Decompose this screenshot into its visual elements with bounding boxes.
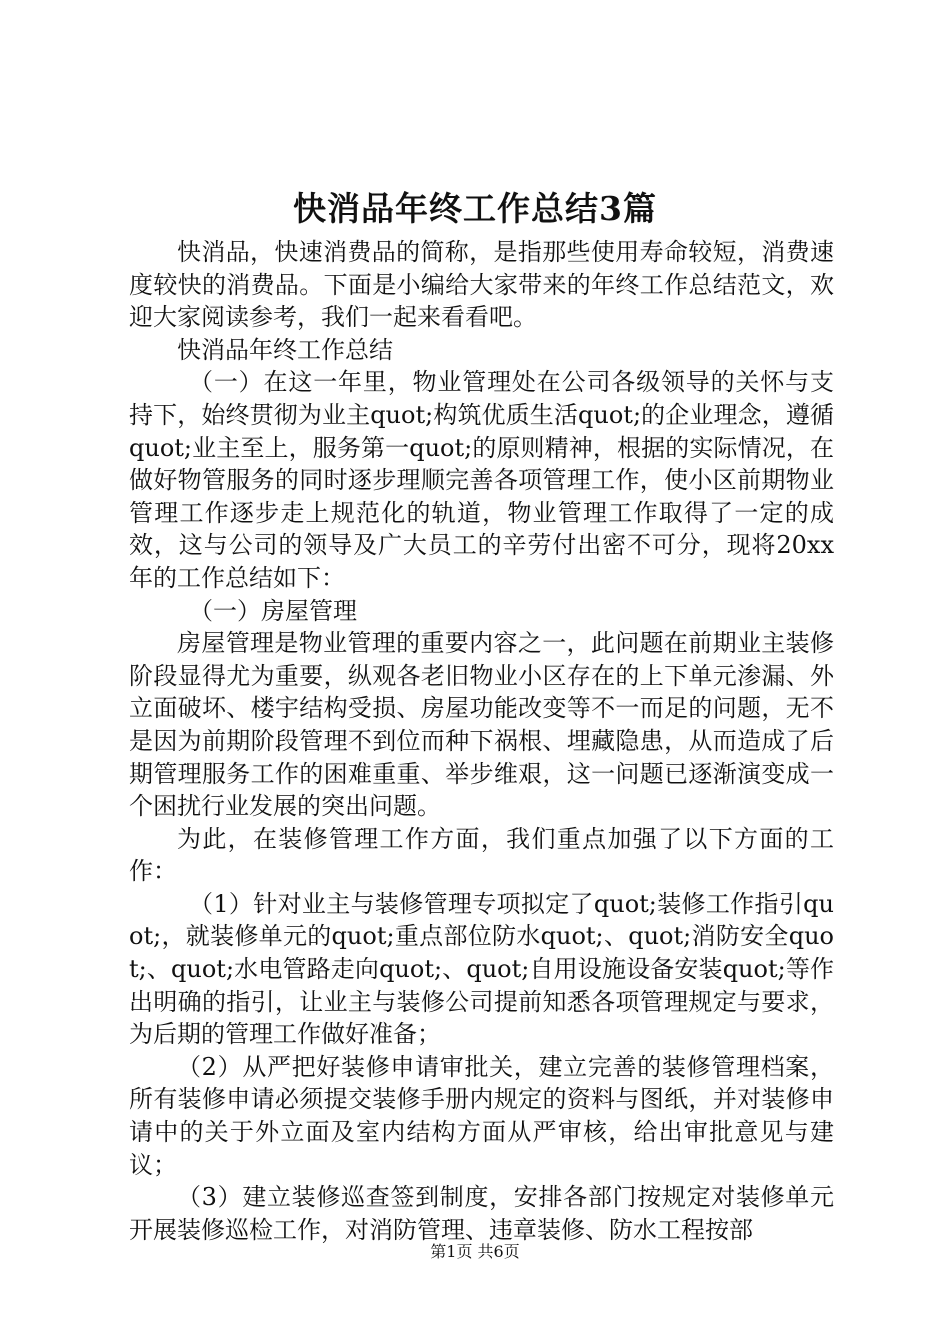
subsection-heading-housing: （一）房屋管理 (189, 596, 357, 625)
intro-paragraph: 快消品，快速消费品的简称，是指那些使用寿命较短，消费速度较快的消费品。下面是小编给大家带来的年终工作总结范文，欢迎大家阅读参考，我们一起来看看吧。 (129, 238, 834, 332)
list-item-2: （2）从严把好装修申请审批关，建立完善的装修管理档案，所有装修申请必须提交装修手册内规定的资料与图纸，并对装修申请中的关于外立面及室内结构方面从严审核，给出审批意见与建议； (129, 1052, 834, 1179)
section-heading: 快消品年终工作总结 (177, 335, 393, 364)
list-item-1: （1）针对业主与装修管理专项拟定了quot;装修工作指引quot;，就装修单元的quot;重点部位防水quot;、quot;消防安全quot;、quot;水电管路走向quot;、quot;自用设施设备安装quot;等作出明确的指引，让业主与装修公司提前知悉各项管理规定与要求，为后期的管理工作做好准备； (129, 889, 834, 1049)
page-footer: 第1页 共6页 (430, 1242, 520, 1261)
housing-management-paragraph: 房屋管理是物业管理的重要内容之一，此问题在前期业主装修阶段显得尤为重要，纵观各老旧物业小区存在的上下单元渗漏、外立面破坏、楼宇结构受损、房屋功能改变等不一而足的问题，无不是因为前期阶段管理不到位而种下祸根、埋藏隐患，从而造成了后期管理服务工作的困难重重、举步维艰，这一问题已逐渐演变成一个困扰行业发展的突出问题。 (129, 629, 834, 821)
focus-work-paragraph: 为此，在装修管理工作方面，我们重点加强了以下方面的工作： (129, 824, 834, 886)
summary-paragraph: （一）在这一年里，物业管理处在公司各级领导的关怀与支持下，始终贯彻为业主quot;构筑优质生活quot;的企业理念，遵循quot;业主至上，服务第一quot;的原则精神，根据的实际情况，在做好物管服务的同时逐步理顺完善各项管理工作，使小区前期物业管理工作逐步走上规范化的轨道，物业管理工作取得了一定的成效，这与公司的领导及广大员工的辛劳付出密不可分，现将20xx年的工作总结如下： (129, 368, 834, 592)
document-body (129, 236, 834, 1246)
document-title: 快消品年终工作总结3篇 (293, 189, 657, 228)
list-item-3: （3）建立装修巡查签到制度，安排各部门按规定对装修单元开展装修巡检工作，对消防管理、违章装修、防水工程按部 (129, 1183, 834, 1244)
